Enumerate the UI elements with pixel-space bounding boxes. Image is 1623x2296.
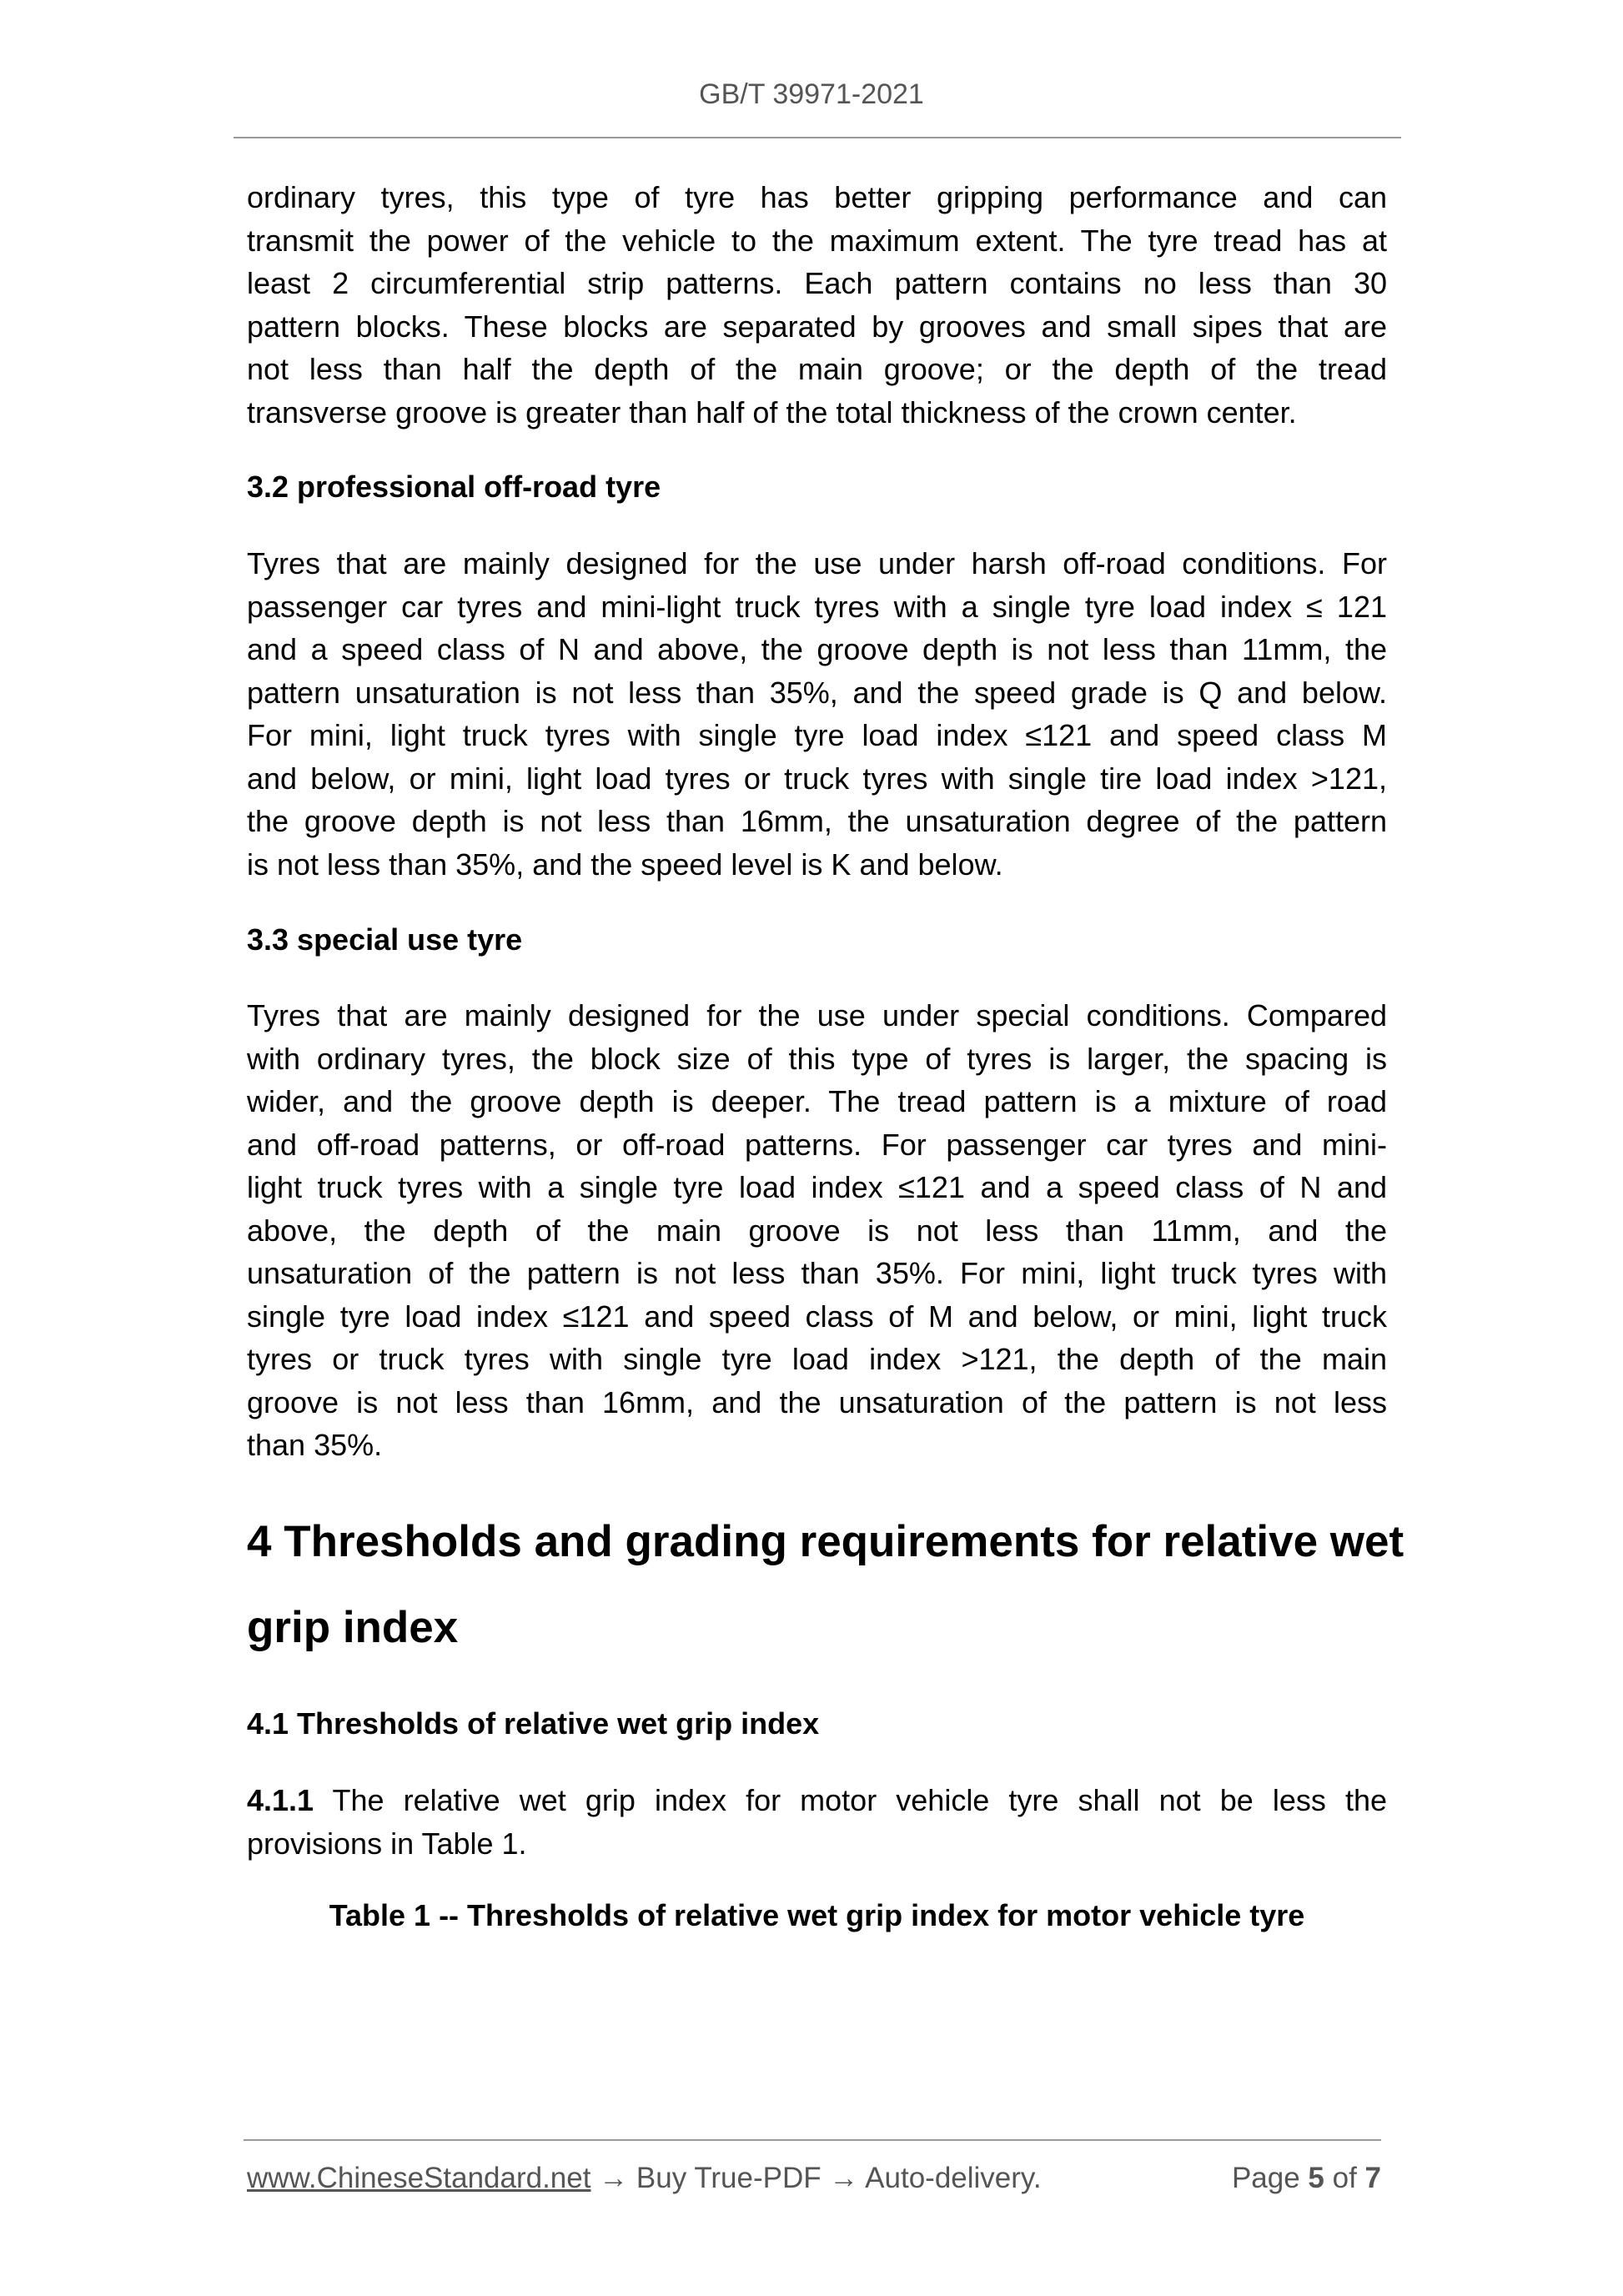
paragraph-3-3 (247, 994, 1387, 1467)
text-line: least 2 circumferential strip patterns. Each pattern contains no less than 30 (247, 266, 1387, 300)
heading-4 (247, 1499, 1404, 1671)
text-line: pattern unsaturation is not less than 35%, and the speed grade is Q and below. (247, 675, 1387, 710)
chinesestandard-link[interactable]: www.ChineseStandard.net (247, 2162, 591, 2194)
page-total: 7 (1364, 2162, 1381, 2194)
text-line: pattern blocks. These blocks are separated by grooves and small sipes that are (247, 309, 1387, 344)
heading-3-2: 3.2 professional off-road tyre (247, 470, 661, 504)
clause-text: The relative wet grip index for motor vehicle tyre shall not be less the (314, 1783, 1387, 1817)
table-caption: Table 1 -- Thresholds of relative wet grip index for motor vehicle tyre (329, 1898, 1305, 1932)
text-line: not less than half the depth of the main groove; or the depth of the tread (247, 352, 1387, 386)
text-line: unsaturation of the pattern is not less than 35%. For mini, light truck tyres with (247, 1256, 1387, 1290)
text-line: is not less than 35%, and the speed level is K and below. (247, 847, 1003, 882)
document-id-header: GB/T 39971-2021 (699, 78, 924, 110)
page-number: 5 (1308, 2162, 1324, 2194)
text-line: single tyre load index ≤121 and speed class of M and below, or mini, light truck (247, 1299, 1387, 1334)
text-line: above, the depth of the main groove is not less than 11mm, and the (247, 1213, 1387, 1248)
text-line: transmit the power of the vehicle to the maximum extent. The tyre tread has at (247, 223, 1387, 258)
clause-number: 4.1.1 (247, 1783, 314, 1817)
text-line: For mini, light truck tyres with single tyre load index ≤121 and speed class M (247, 718, 1387, 752)
clause-line-2: provisions in Table 1. (247, 1826, 527, 1861)
heading-3-3: 3.3 special use tyre (247, 922, 523, 957)
text-line: Tyres that are mainly designed for the use under harsh off-road conditions. For (247, 546, 1387, 580)
paragraph-3-1-continued (247, 176, 1387, 434)
text-line: wider, and the groove depth is deeper. The tread pattern is a mixture of road (247, 1084, 1387, 1118)
footer (247, 2162, 1381, 2195)
text-line: passenger car tyres and mini-light truck tyres with a single tyre load index ≤ 121 (247, 589, 1387, 624)
text-line: and off-road patterns, or off-road patterns. For passenger car tyres and mini- (247, 1127, 1387, 1162)
text-line: Tyres that are mainly designed for the use under special conditions. Compared (247, 998, 1387, 1032)
footer-promo-text: → Buy True-PDF → Auto-delivery. (590, 2162, 1042, 2194)
clause-4-1-1 (247, 1779, 1387, 1865)
text-line: ordinary tyres, this type of tyre has better gripping performance and can (247, 180, 1387, 214)
text-line: and below, or mini, light load tyres or truck tyres with single tire load index >121, (247, 761, 1387, 796)
clause-line-1 (247, 1779, 1387, 1822)
text-line: and a speed class of N and above, the groove depth is not less than 11mm, the (247, 632, 1387, 666)
heading-4-1: 4.1 Thresholds of relative wet grip index (247, 1706, 820, 1741)
text-line: than 35%. (247, 1428, 383, 1462)
page-label: Page (1231, 2162, 1309, 2194)
text-line: with ordinary tyres, the block size of this type of tyres is larger, the spacing is (247, 1041, 1387, 1076)
text-line: transverse groove is greater than half of the total thickness of the crown center. (247, 394, 1297, 430)
footer-divider (244, 2139, 1381, 2141)
page-indicator (1232, 2162, 1381, 2195)
text-line: light truck tyres with a single tyre load index ≤121 and a speed class of N and (247, 1170, 1387, 1204)
paragraph-3-2 (247, 542, 1387, 886)
text-line: tyres or truck tyres with single tyre load index >121, the depth of the main (247, 1342, 1387, 1376)
text-line: groove is not less than 16mm, and the unsaturation of the pattern is not less (247, 1384, 1387, 1419)
heading-4-line-1: 4 Thresholds and grading requirements for relative wet (247, 1517, 1404, 1566)
heading-4-line-2: grip index (247, 1603, 459, 1652)
text-line: the groove depth is not less than 16mm, the unsaturation degree of the pattern (247, 804, 1387, 838)
header-divider (234, 137, 1401, 138)
of-label: of (1324, 2162, 1365, 2194)
